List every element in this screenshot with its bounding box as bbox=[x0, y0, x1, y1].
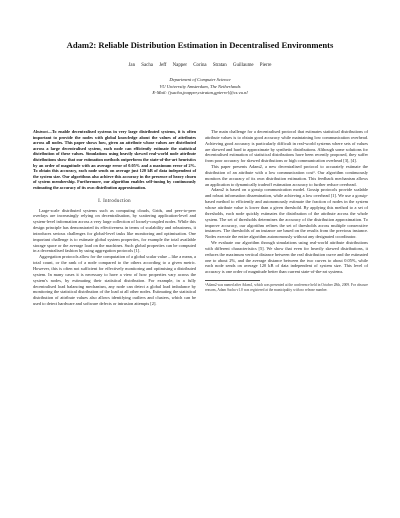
intro-paragraph: Large-scale distributed systems such as computing clouds, Grids, and peer-to-peer overlays are increasingly relying on decentralisation, by scattering application-level and system-level information across a very large collection of loosely-coupled nodes. While this design principle has demonstrated its effectiveness in terms of scalability and robustness, it introduces serious challenges for global-level tasks like monitoring and optimisation. One important challenge is to estimate global system properties, for example the total available storage space or the average load on the machines. Such global properties can be computed in a decentralised fashion by using aggregation protocols [1]. bbox=[33, 207, 196, 254]
affiliation-email: E-Mail: {jsacha,jnapper,cstratan,gpierre}@cs.vu.nl bbox=[152, 90, 248, 96]
abstract bbox=[33, 129, 196, 191]
abstract-text: —To enable decentralised systems in very large distributed systems, it is often important to provide the nodes with global knowledge about the values of attributes across all nodes. This paper shows how, given an attribute whose values are distributed across a large decentralised system, each node can efficiently estimate the statistical distribution of these values. Simulations using heavily skewed real-world node attribute distributions show that our estimation methods outperform the state-of-the-art heuristics by an order of magnitude with an average error of 0.05% and a maximum error of 2%. To obtain this accuracy, each node sends on average just 120 kB of data independent of the system size. Our algorithms also achieve this accuracy in the presence of heavy churn of system membership. Furthermore, our algorithm enables self-tuning by continuously estimating the accuracy of its own distribution approximation. bbox=[33, 129, 196, 190]
author-name: Jeff Napper bbox=[159, 63, 188, 68]
intro-paragraph: Aggregation protocols allow for the computation of a global scalar value – like a mean, a total count, or the rank of a node compared to the others according to a given metric. However, this is often not sufficient for effectively monitoring and optimising a distributed system. In many cases it is necessary to have a view of how properties vary across the system's nodes, by estimating their statistical distribution. For example, in a fully decentralised load balancing mechanism, any node can detect a global load imbalance by monitoring the statistical distribution of the load at all other nodes. Estimating the statistical distribution of attribute values also allows identifying outliers and clusters, which can be used to detect hardware and software defects or intrusion attempts [2]. bbox=[33, 254, 196, 307]
body-paragraph: We evaluate our algorithm through simulations using real-world attribute distributions with different characteristics [5]. We show that even for heavily skewed distributions, it reduces the maximum vertical distance between the real distribution curve and the estimated one to about 2%, and the average distance between the two curves to about 0.05%, while each node sends on average 120 kB of data independent of system size. This level of accuracy is one order of magnitude better than current state-of-the-art systems. bbox=[205, 240, 368, 275]
affiliation bbox=[20, 77, 380, 97]
author-list bbox=[20, 63, 380, 68]
author-name: Jan Sacha bbox=[128, 63, 153, 68]
affiliation-dept: Department of Computer Science bbox=[169, 77, 231, 82]
footnote-divider bbox=[205, 280, 260, 281]
paper-title: Adam2: Reliable Distribution Estimation in Decentralised Environments bbox=[66, 40, 334, 50]
right-column bbox=[205, 129, 368, 292]
body-paragraph: Adam2 is based on a gossip communication model. Gossip protocols provide scalable and robust information dissemination, while achieving a low overhead [1]. We use a gossip-based method to efficiently and autonomously estimate the fraction of nodes in the system whose attribute value is lower than a given threshold. By applying this method to a set of thresholds, each node quickly estimates the distribution of the attribute across the whole system. The set of thresholds determines the accuracy of the distribution approximation. To improve accuracy, our algorithm refines the set of thresholds across multiple consecutive instances. The thresholds of an instance are based on the results from the previous instance. Nodes execute the entire algorithm autonomously without any designated coordinator. bbox=[205, 187, 368, 240]
author-name: Corina Stratan bbox=[193, 63, 227, 68]
footnote: ¹Adam2 was named after Adam1, which was presented at the conference held in October 28th, 2009. For obscure reasons, Adam Sacha v1.0 was registered at the municipality with no release number. bbox=[205, 283, 368, 292]
abstract-label: Abstract bbox=[33, 129, 48, 134]
body-paragraph: The main challenge for a decentralised protocol that estimates statistical distributions of attribute values is to obtain good accuracy while maintaining low communication overhead. Achieving good accuracy is particularly difficult in real-world systems where sets of values are skewed and hard to approximate by synthetic distributions. Although some solutions for decentralised estimation of statistical distributions have been recently proposed, they suffer from poor accuracy for skewed distributions or high communication overhead [3], [4]. bbox=[205, 129, 368, 164]
left-column bbox=[33, 129, 196, 307]
section-heading-introduction: I. Introduction bbox=[98, 198, 131, 204]
author-name: Guillaume Pierre bbox=[232, 63, 272, 68]
affiliation-university: VU University Amsterdam, The Netherlands bbox=[159, 83, 241, 89]
body-paragraph: This paper presents Adam2, a new decentralised protocol to accurately estimate the distribution of an attribute with a low communication cost¹. Our algorithm continuously monitors the accuracy of its own distribution estimation. This feedback mechanism allows an application to dynamically tradeoff estimation accuracy to further reduce overhead. bbox=[205, 164, 368, 187]
